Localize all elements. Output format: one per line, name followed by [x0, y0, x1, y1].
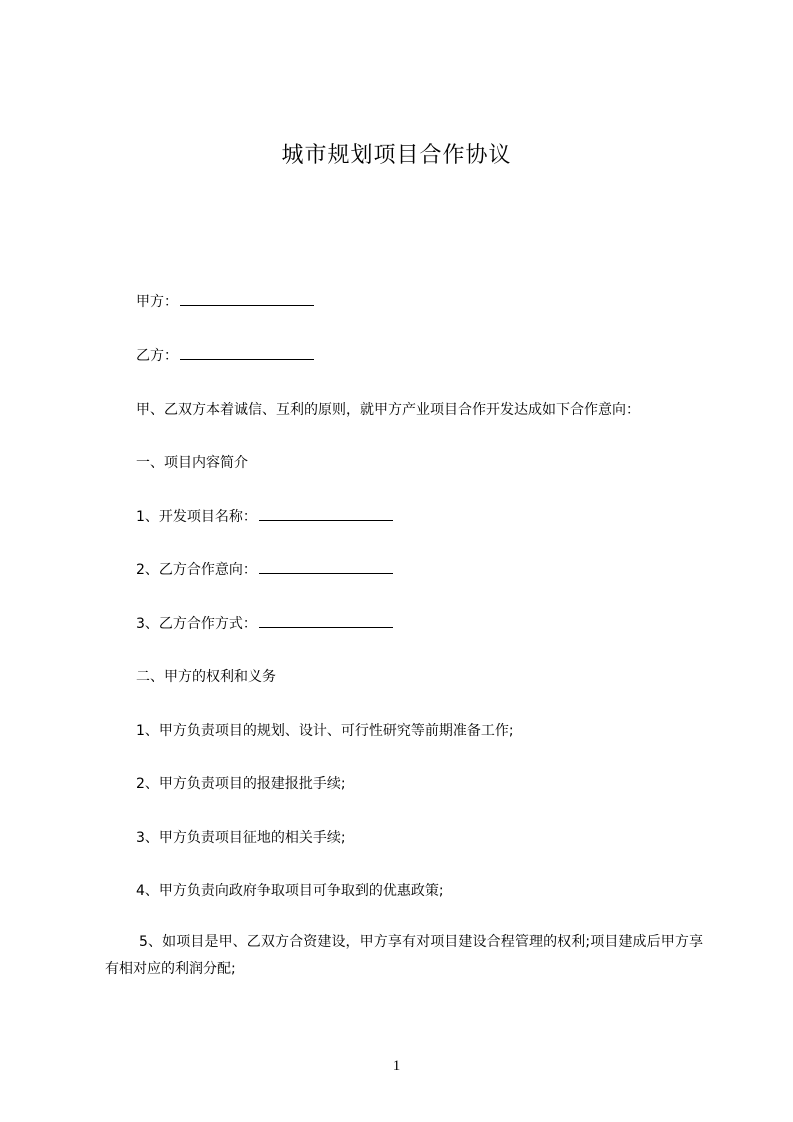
section1-heading: 一、项目内容简介 [136, 455, 248, 471]
party-a-duty-3: 3、甲方负责项目征地的相关手续; [136, 830, 346, 846]
party-a-blank [180, 292, 314, 306]
cooperation-intent-label: 2、乙方合作意向： [136, 562, 257, 578]
project-name-label: 1、开发项目名称： [136, 509, 257, 525]
party-a-duty-5: 5、如项目是甲、乙双方合资建设，甲方享有对项目建设合程管理的权利;项目建成后甲方享有相对应的利润分配; [105, 934, 703, 977]
party-b-label: 乙方： [136, 348, 178, 364]
cooperation-method-blank [259, 614, 393, 628]
party-a-label: 甲方： [136, 294, 178, 310]
party-a-duty-1: 1、甲方负责项目的规划、设计、可行性研究等前期准备工作; [136, 723, 514, 739]
project-name-line [136, 507, 393, 527]
project-name-blank [259, 507, 393, 521]
party-b-blank [180, 346, 314, 360]
party-a-duty-2: 2、甲方负责项目的报建报批手续; [136, 776, 346, 792]
section2-heading: 二、甲方的权利和义务 [136, 669, 276, 685]
page-number: 1 [392, 1058, 401, 1074]
cooperation-intent-line [136, 560, 393, 580]
cooperation-intent-blank [259, 560, 393, 574]
cooperation-method-label: 3、乙方合作方式： [136, 616, 257, 632]
intro-text: 甲、乙双方本着诚信、互利的原则，就甲方产业项目合作开发达成如下合作意向： [136, 402, 640, 418]
party-a-line [136, 292, 314, 312]
document-title: 城市规划项目合作协议 [281, 143, 512, 168]
party-b-line [136, 346, 314, 366]
cooperation-method-line [136, 614, 393, 634]
party-a-duty-4: 4、甲方负责向政府争取项目可争取到的优惠政策; [136, 883, 444, 899]
